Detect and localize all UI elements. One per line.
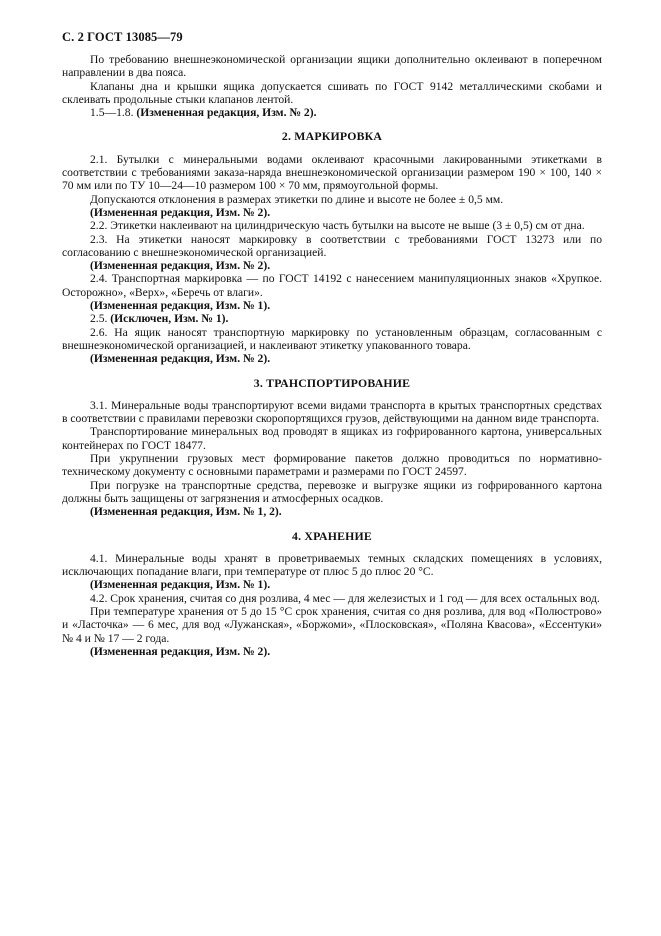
revision-note: (Измененная редакция, Изм. № 1). xyxy=(90,299,271,313)
revision-note: (Измененная редакция, Изм. № 2). xyxy=(90,205,271,219)
section-title-marking: 2. МАРКИРОВКА xyxy=(281,129,383,144)
section-title-storage: 4. ХРАНЕНИЕ xyxy=(292,528,372,543)
revision-text: (Измененная редакция, Изм. № 2). xyxy=(136,106,317,120)
clause-number: 1.5—1.8. xyxy=(90,106,134,120)
paragraph: По требованию внешнеэкономической организации ящики дополнительно оклеивают в поперечном направлении в два пояса. xyxy=(62,53,602,80)
paragraph: При погрузке на транспортные средства, перевозке и выгрузке ящики из гофрированного картона должны быть защищены от загрязнения и атмосферных осадков. xyxy=(62,478,602,505)
paragraph: 2.2. Этикетки наклеивают на цилиндрическую часть бутылки на высоте не выше (3 ± 0,5) см от дна. xyxy=(90,219,585,233)
paragraph: 2.3. На этикетки наносят маркировку в соответствии с требованиями ГОСТ 13273 или по согласованию с внешнеэкономической организацией. xyxy=(62,232,602,259)
paragraph: 4.1. Минеральные воды хранят в проветриваемых темных складских помещениях в условиях, исключающих попадание влаги, при температуре от плюс 5 до плюс 20 °С. xyxy=(62,551,602,579)
paragraph: При укрупнении грузовых мест формирование пакетов должно проводиться по нормативно-техническому документу с основными параметрами и размерами по ГОСТ 24597. xyxy=(62,452,602,479)
paragraph: Транспортирование минеральных вод проводят в ящиках из гофрированного картона, универсальных контейнерах по ГОСТ 18477. xyxy=(62,425,602,452)
paragraph: 2.6. На ящик наносят транспортную маркировку по установленным образцам, согласованным с внешнеэкономической организацией, и наклеивают этикетку упакованного товара. xyxy=(62,325,602,352)
revision-note: (Измененная редакция, Изм. № 2). xyxy=(90,352,271,366)
revision-note: (Измененная редакция, Изм. № 1). xyxy=(90,578,271,592)
paragraph: Клапаны дна и крышки ящика допускается сшивать по ГОСТ 9142 металлическими скобами и склеивать продольные стыки клапанов лентой. xyxy=(62,79,602,106)
revision-note xyxy=(62,312,602,325)
revision-note: (Измененная редакция, Изм. № 2). xyxy=(90,259,271,273)
revision-note: (Измененная редакция, Изм. № 2). xyxy=(90,644,271,658)
paragraph: 3.1. Минеральные воды транспортируют всеми видами транспорта в крытых транспортных средствах в соответствии с правилами перевозки скоропортящихся грузов, действующими на данном виде транспорта. xyxy=(62,398,602,426)
paragraph: 2.4. Транспортная маркировка — по ГОСТ 14192 с нанесением манипуляционных знаков «Хрупкое. Осторожно», «Верх», «Беречь от влаги». xyxy=(62,272,602,299)
revision-text: (Исключен, Изм. № 1). xyxy=(110,312,229,326)
paragraph: Допускаются отклонения в размерах этикетки по длине и высоте не более ± 0,5 мм. xyxy=(90,192,504,206)
revision-note xyxy=(62,106,602,119)
document-body xyxy=(62,53,602,658)
revision-note: (Измененная редакция, Изм. № 1, 2). xyxy=(90,505,282,519)
paragraph: 4.2. Срок хранения, считая со дня розлива, 4 мес — для железистых и 1 год — для всех остальных вод. xyxy=(90,591,600,605)
paragraph: При температуре хранения от 5 до 15 °С срок хранения, считая со дня розлива, для вод «Полюстрово» и «Ласточка» — 6 мес, для вод «Лужанская», «Боржоми», «Плосковская», «Поляна Квасова», «Ессентуки» № 4 и № 17 — 2 года. xyxy=(62,604,602,645)
section-title-transport: 3. ТРАНСПОРТИРОВАНИЕ xyxy=(253,375,411,390)
page-header: С. 2 ГОСТ 13085—79 xyxy=(62,30,183,44)
clause-number: 2.5. xyxy=(90,312,108,326)
paragraph: 2.1. Бутылки с минеральными водами оклеивают красочными лакированными этикетками в соответствии с требованиями заказа-наряда внешнеэкономической организации размером 190 × 100, 140 × 70 мм или по ТУ 10—24—10 размером 100 × 70 мм, прямоугольной формы. xyxy=(62,152,602,193)
